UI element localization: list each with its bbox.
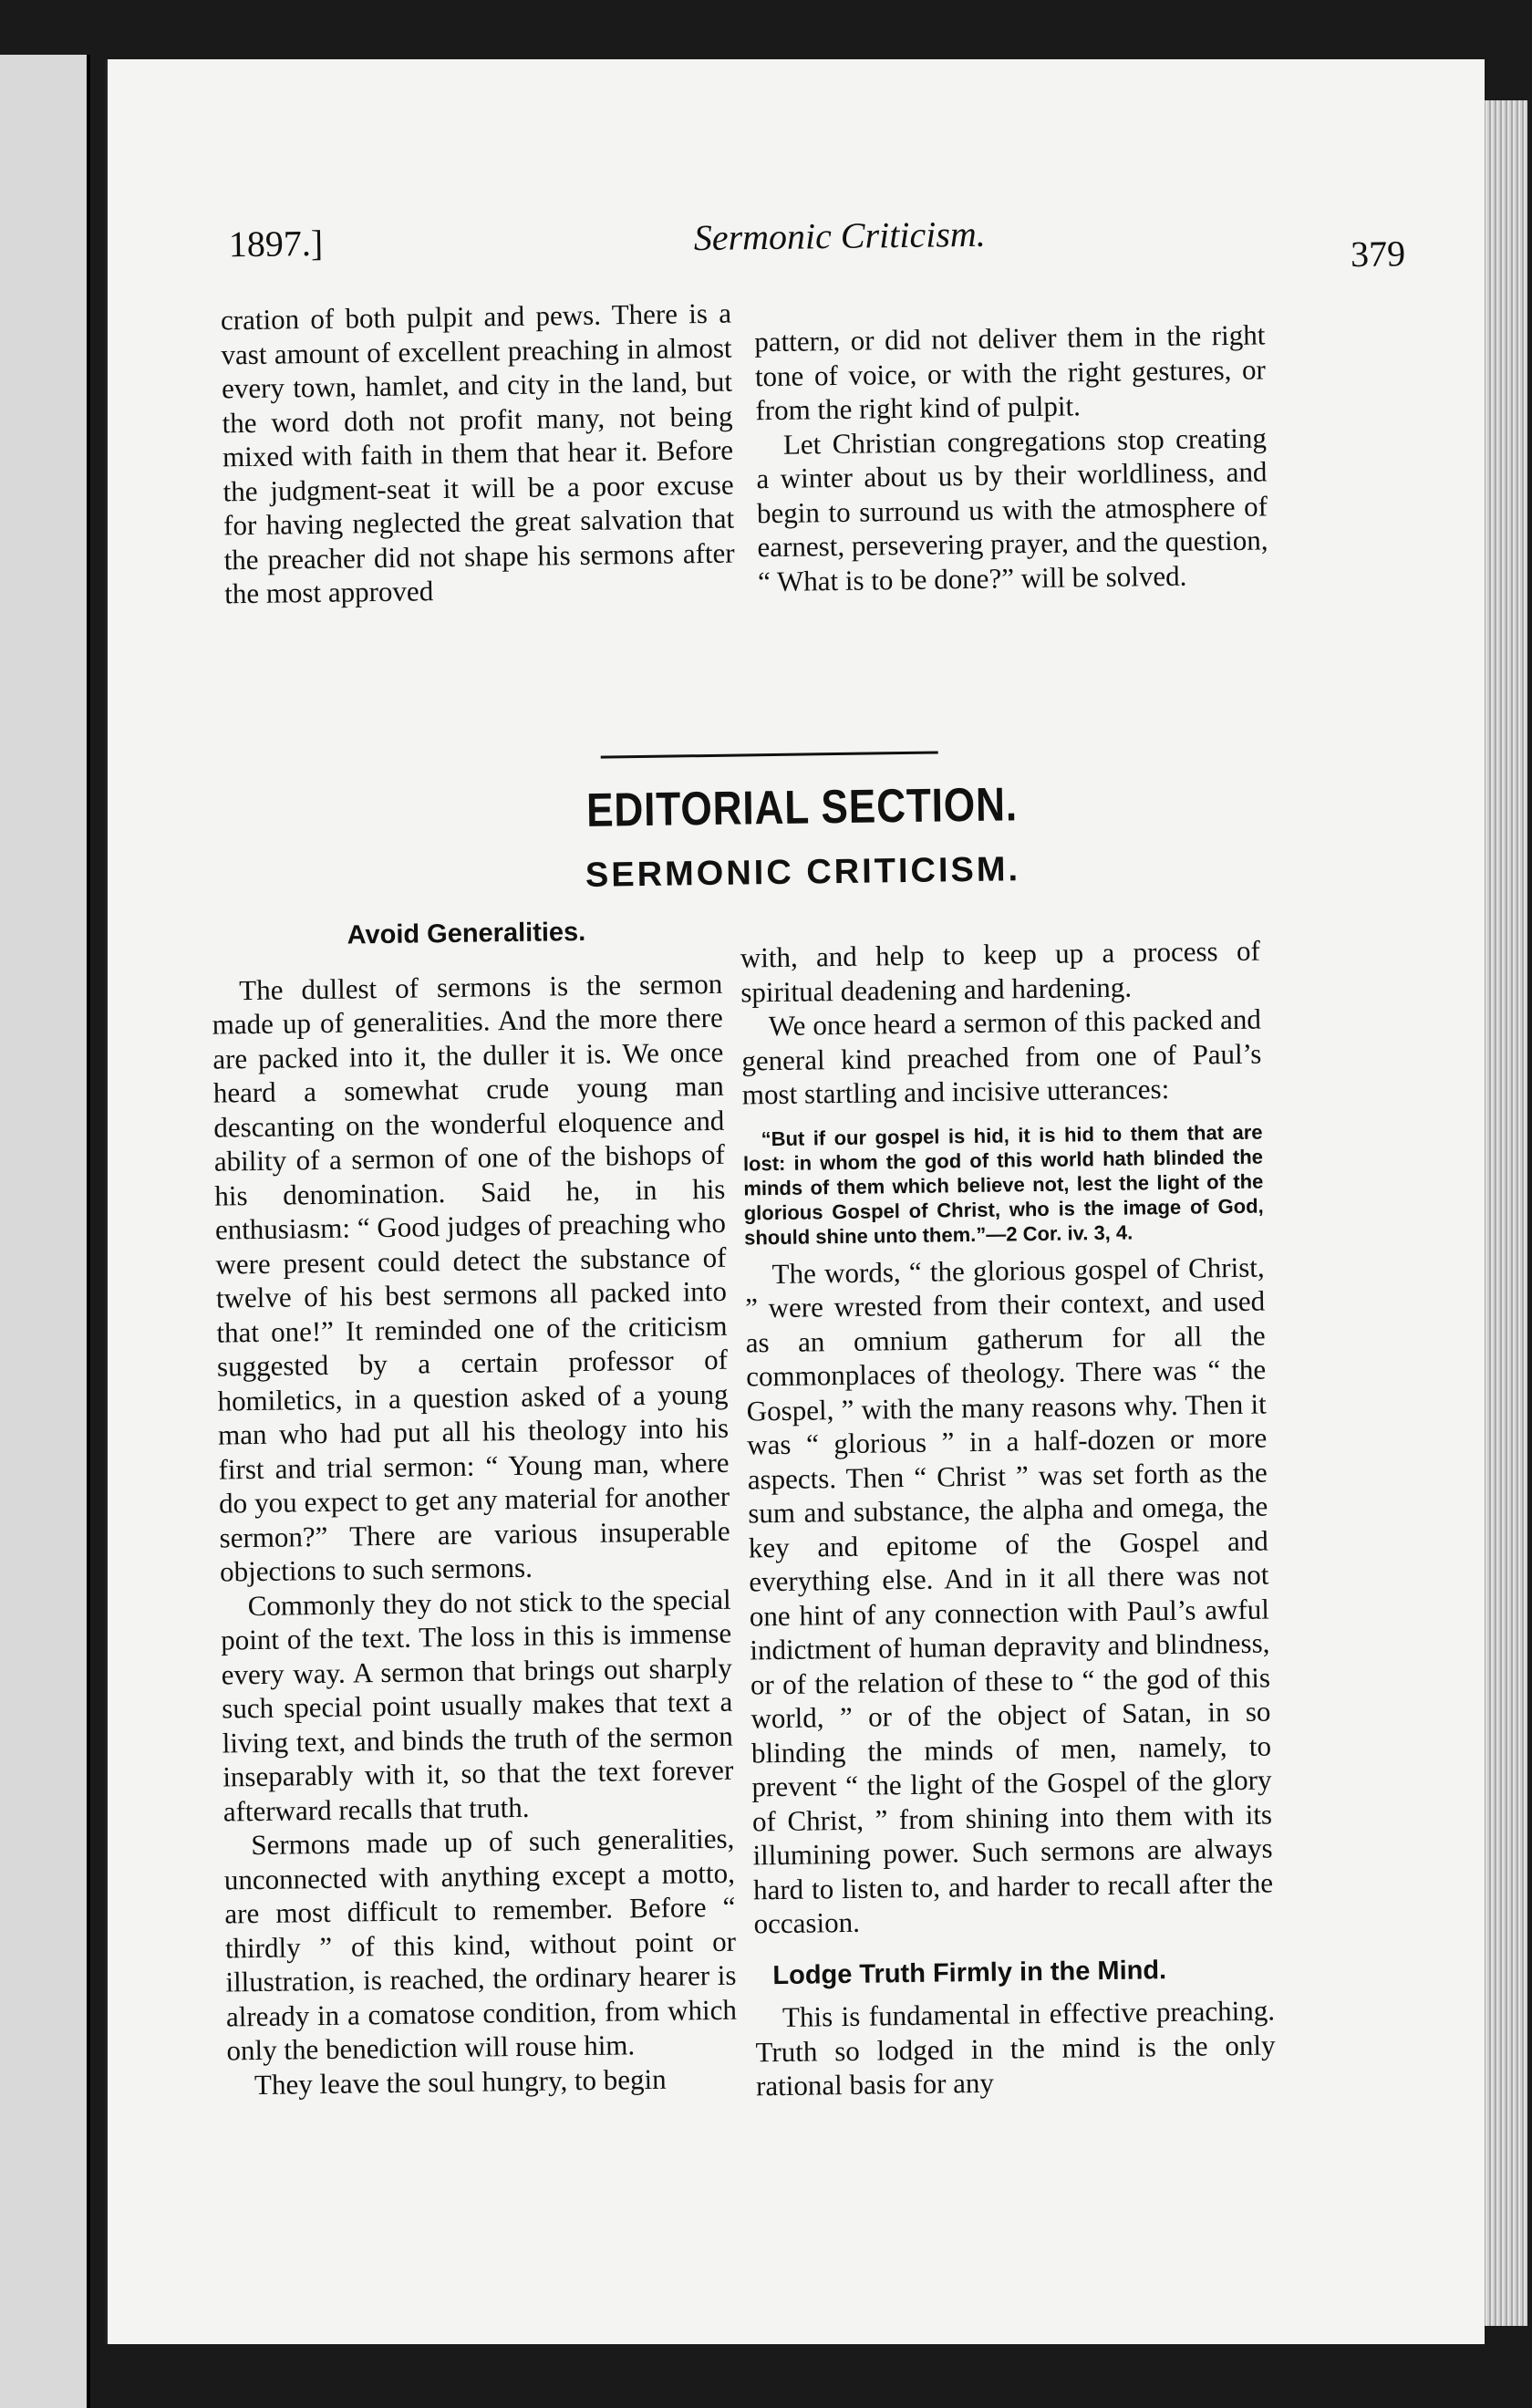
main-left-column	[211, 914, 738, 2102]
scripture-quote: “But if our gospel is hid, it is hid to them that are lost: in whom the god of this world hath blinded the minds of them which believe not, lest the light of the glorious Gospel of Christ, who is the image of God, should shine unto them.”—2 Cor. iv. 3, 4.	[742, 1120, 1264, 1249]
right-final-paragraph: This is fundamental in effective preaching. Truth so lodged in the mind is the only rational basis for any	[755, 1994, 1276, 2102]
right-paragraph-1: with, and help to keep up a process of spiritual deadening and hardening.	[740, 934, 1261, 1009]
left-paragraph-3: Sermons made up of such generalities, unconnected with anything except a motto, are most difficult to remember. Before “ thirdly ” of this kind, without point or illustration, is reached, the ordinary hearer is already in a comatose condition, from which only the benediction will rouse him.	[223, 1822, 738, 2067]
left-paragraph-1: The dullest of sermons is the sermon made up of generalities. And the more there are packed into it, the duller it is. We once heard a somewhat crude young man descanting on the wonderful eloquence and ability of a sermon of one of the bishops of his denomination. Said he, in his enthusiasm: “ Good judges of preaching who were present could detect the substance of twelve of his best sermons all packed into that one!” It reminded one of the criticism suggested by a certain professor of homiletics, in a question asked of a young man who had put all his theology into his first and trial sermon: “ Young man, where do you expect to get any material for another sermon?” There are various insuperable objections to such sermons.	[212, 967, 730, 1588]
main-right-column	[740, 934, 1277, 2103]
book-page	[105, 59, 1485, 2344]
header-year: 1897.]	[228, 222, 324, 265]
section-divider	[601, 751, 938, 758]
header-title: Sermonic Criticism.	[693, 213, 987, 259]
right-paragraph-3: The words, “ the glorious gospel of Christ, ” were wrested from their context, and used as an omnium gatherum for all the commonplaces of theology. There was “ the Gospel, ” with the many reasons why. Then it was “ glorious ” in a half-dozen or more aspects. Then “ Christ ” was set forth as the sum and substance, the alpha and omega, the key and epitome of the Gospel and everything else. And in it all there was not one hint of any connection with Paul’s awful indictment of human depravity and blindness, or of the relation of these to “ the god of this world, ” or of the object of Satan, in so blinding the minds of men, namely, to prevent “ the light of the Gospel of the glory of Christ, ” from shining into them with its illumining power. Such sermons are always hard to listen to, and harder to recall after the occasion.	[744, 1251, 1274, 1940]
page-content	[181, 42, 1434, 2343]
running-head	[183, 206, 1406, 278]
facing-page-edge	[0, 55, 90, 2408]
section-subtitle: SERMONIC CRITICISM.	[585, 850, 1021, 895]
top-right-paragraph-1: pattern, or did not deliver them in the right tone of voice, or with the right gestures, or from the right kind of pulpit.	[754, 318, 1267, 427]
page-number: 379	[1350, 233, 1406, 275]
heading-lodge-truth: Lodge Truth Firmly in the Mind.	[772, 1955, 1167, 1990]
top-right-column	[754, 317, 1268, 598]
top-right-paragraph-2: Let Christian congregations stop creating a winter about us by their worldliness, and begin to surround us with the atmosphere of earnest, persevering prayer, and the question, “ What is to be done?” will be solved.	[756, 420, 1268, 597]
left-paragraph-2: Commonly they do not stick to the special point of the text. The loss in this is immense every way. A sermon that brings out sharply such special point usually makes that text a living text, and binds the truth of the sermon inseparably with it, so that the text forever afterward recalls that truth.	[220, 1583, 734, 1828]
right-paragraph-2: We once heard a sermon of this packed and general kind preached from one of Paul’s most startling and incisive utterances:	[741, 1002, 1262, 1111]
section-title: EDITORIAL SECTION.	[585, 778, 1019, 837]
heading-avoid-generalities: Avoid Generalities.	[347, 917, 586, 950]
top-left-column	[221, 296, 736, 611]
page-stack-edge	[1482, 100, 1527, 2326]
top-left-paragraph: cration of both pulpit and pews. There is a vast amount of excellent preaching in almost every town, hamlet, and city in the land, but the word doth not profit many, not being mixed with faith in them that hear it. Before the judgment-seat it will be a poor excuse for having neglected the great salvation that the preacher did not shape his sermons after the most approved	[220, 296, 735, 610]
left-paragraph-4: They leave the soul hungry, to begin	[254, 2062, 667, 2101]
